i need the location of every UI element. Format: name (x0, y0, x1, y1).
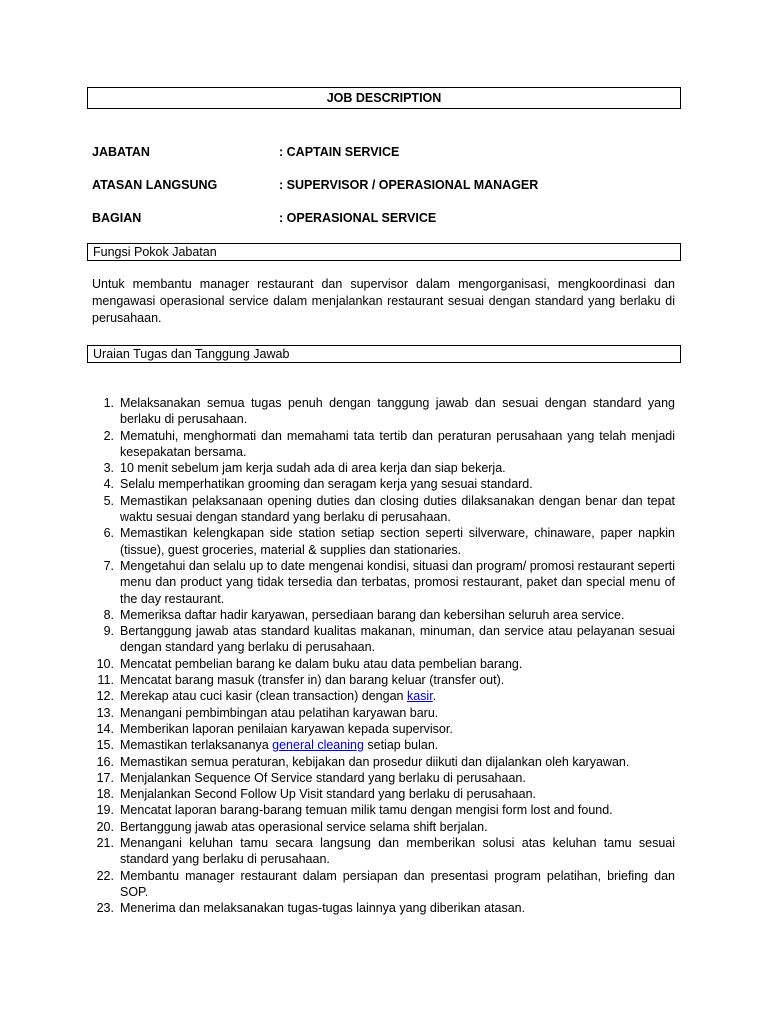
duty-item (92, 819, 675, 835)
duty-number: 1. (103, 396, 114, 410)
duty-link[interactable]: general cleaning (272, 738, 364, 753)
info-value: : CAPTAIN SERVICE (279, 145, 400, 159)
duty-number: 8. (103, 607, 114, 622)
duty-link[interactable]: kasir (406, 689, 433, 704)
info-label: JABATAN (92, 145, 150, 159)
info-label: ATASAN LANGSUNG (92, 178, 218, 192)
duty-number: 7. (103, 558, 114, 573)
duty-text: Menjalankan Second Follow Up Visit standard yang berlaku di perusahaan. (120, 787, 536, 802)
duty-number: 15. (96, 738, 114, 753)
duty-text (120, 689, 436, 703)
duty-number: 18. (96, 787, 114, 802)
duty-text: Bertanggung jawab atas standard kualitas makanan, minuman, dan service atau pelayanan sesuai dengan standard yang berlaku di perusahaan. (120, 624, 675, 655)
duty-text: Membantu manager restaurant dalam persiapan dan presentasi program pelatihan, briefing dan SOP. (120, 868, 675, 899)
document-title: JOB DESCRIPTION (87, 87, 681, 109)
duty-item (92, 754, 675, 770)
duty-text: Menerima dan melaksanakan tugas-tugas lainnya yang diberikan atasan. (120, 901, 526, 916)
duty-item (92, 802, 675, 818)
duty-item (92, 623, 675, 656)
section-heading-fungsi-pokok: Fungsi Pokok Jabatan (87, 243, 681, 261)
duty-number: 11. (97, 673, 114, 688)
duty-text: Mengetahui dan selalu up to date mengenai kondisi, situasi dan program/ promosi restaurant seperti menu dan product yang tidak tersedia dan terbatas, promosi restaurant, paket dan special menu of the day restaurant. (120, 558, 675, 606)
duty-number: 13. (96, 705, 114, 720)
duty-text: Memastikan kelengkapan side station setiap section seperti silverware, chinaware, paper napkin (tissue), guest groceries, material & supplies dan stationaries. (120, 526, 675, 557)
duty-number: 2. (103, 428, 114, 443)
duty-number: 23. (96, 901, 114, 916)
duty-number: 10. (96, 656, 114, 671)
duty-item (92, 900, 675, 916)
duty-item (92, 835, 675, 868)
duty-number: 4. (103, 477, 114, 492)
section-heading-uraian-tugas: Uraian Tugas dan Tanggung Jawab (87, 345, 681, 363)
duty-text-post: . (432, 689, 437, 704)
duty-number: 21. (96, 836, 114, 851)
info-value: : OPERASIONAL SERVICE (279, 211, 437, 225)
duty-text: Mematuhi, menghormati dan memahami tata tertib dan peraturan perusahaan yang telah menjadi kesepakatan bersama. (120, 428, 675, 459)
duty-number: 19. (96, 803, 114, 818)
duty-text: Mencatat barang masuk (transfer in) dan barang keluar (transfer out). (120, 673, 505, 688)
duty-text: Menjalankan Sequence Of Service standard yang berlaku di perusahaan. (120, 770, 526, 785)
duty-text: Memberikan laporan penilaian karyawan kepada supervisor. (120, 721, 453, 736)
duties-list (92, 395, 675, 917)
duty-text-pre: Merekap atau cuci kasir (clean transaction) dengan (120, 689, 407, 704)
duty-item (92, 688, 675, 704)
duty-text: Menangani pembimbingan atau pelatihan karyawan baru. (120, 705, 439, 720)
duty-number: 3. (103, 461, 114, 476)
info-value: : SUPERVISOR / OPERASIONAL MANAGER (279, 178, 539, 192)
duty-item (92, 770, 675, 786)
duty-item (92, 721, 675, 737)
duty-text (120, 738, 438, 752)
duty-text: Memastikan semua peraturan, kebijakan dan prosedur diikuti dan dijalankan oleh karyawan. (120, 754, 630, 769)
duty-text: Menangani keluhan tamu secara langsung dan memberikan solusi atas keluhan tamu sesuai standard yang berlaku di perusahaan. (120, 836, 675, 867)
duty-number: 12. (96, 689, 114, 704)
duty-text: Mencatat pembelian barang ke dalam buku atau data pembelian barang. (120, 656, 523, 671)
duty-item (92, 476, 675, 492)
duty-number: 16. (96, 754, 114, 769)
duty-number: 14. (96, 721, 114, 736)
duty-number: 22. (96, 868, 114, 883)
duty-item (92, 705, 675, 721)
duty-text: Melaksanakan semua tugas penuh dengan tanggung jawab dan sesuai dengan standard yang berlaku di perusahaan. (120, 396, 675, 427)
duty-item (92, 525, 675, 558)
duty-item (92, 558, 675, 607)
duty-item (92, 737, 675, 753)
duty-text: Memeriksa daftar hadir karyawan, persediaan barang dan kebersihan seluruh area service. (120, 607, 625, 622)
duty-text: Mencatat laporan barang-barang temuan milik tamu dengan mengisi form lost and found. (120, 803, 613, 818)
duty-item (92, 428, 675, 461)
section-paragraph-fungsi-pokok: Untuk membantu manager restaurant dan supervisor dalam mengorganisasi, mengkoordinasi dan mengawasi operasional service dalam menjalankan restaurant sesuai dengan standard yang berlaku di perusahaan. (92, 277, 675, 325)
duty-text: Selalu memperhatikan grooming dan seragam kerja yang sesuai standard. (120, 477, 533, 492)
duty-item (92, 395, 675, 428)
duty-text: 10 menit sebelum jam kerja sudah ada di area kerja dan siap bekerja. (120, 461, 506, 476)
duty-text-pre: Memastikan terlaksananya (120, 738, 273, 753)
duty-item (92, 868, 675, 901)
duty-item (92, 672, 675, 688)
duty-item (92, 460, 675, 476)
duty-item (92, 656, 675, 672)
duty-number: 20. (96, 819, 114, 834)
duty-number: 17. (96, 770, 114, 785)
info-label: BAGIAN (92, 211, 142, 225)
duty-text-post: setiap bulan. (363, 738, 439, 753)
duty-number: 6. (103, 526, 114, 541)
duty-item (92, 607, 675, 623)
duty-text: Memastikan pelaksanaan opening duties dan closing duties dilaksanakan dengan benar dan tepat waktu sesuai dengan standard yang berlaku di perusahaan. (120, 493, 675, 525)
duty-item (92, 493, 675, 526)
duty-text: Bertanggung jawab atas operasional service selama shift berjalan. (120, 819, 488, 834)
duty-item (92, 786, 675, 802)
duty-number: 5. (103, 493, 114, 508)
duty-number: 9. (103, 624, 114, 639)
